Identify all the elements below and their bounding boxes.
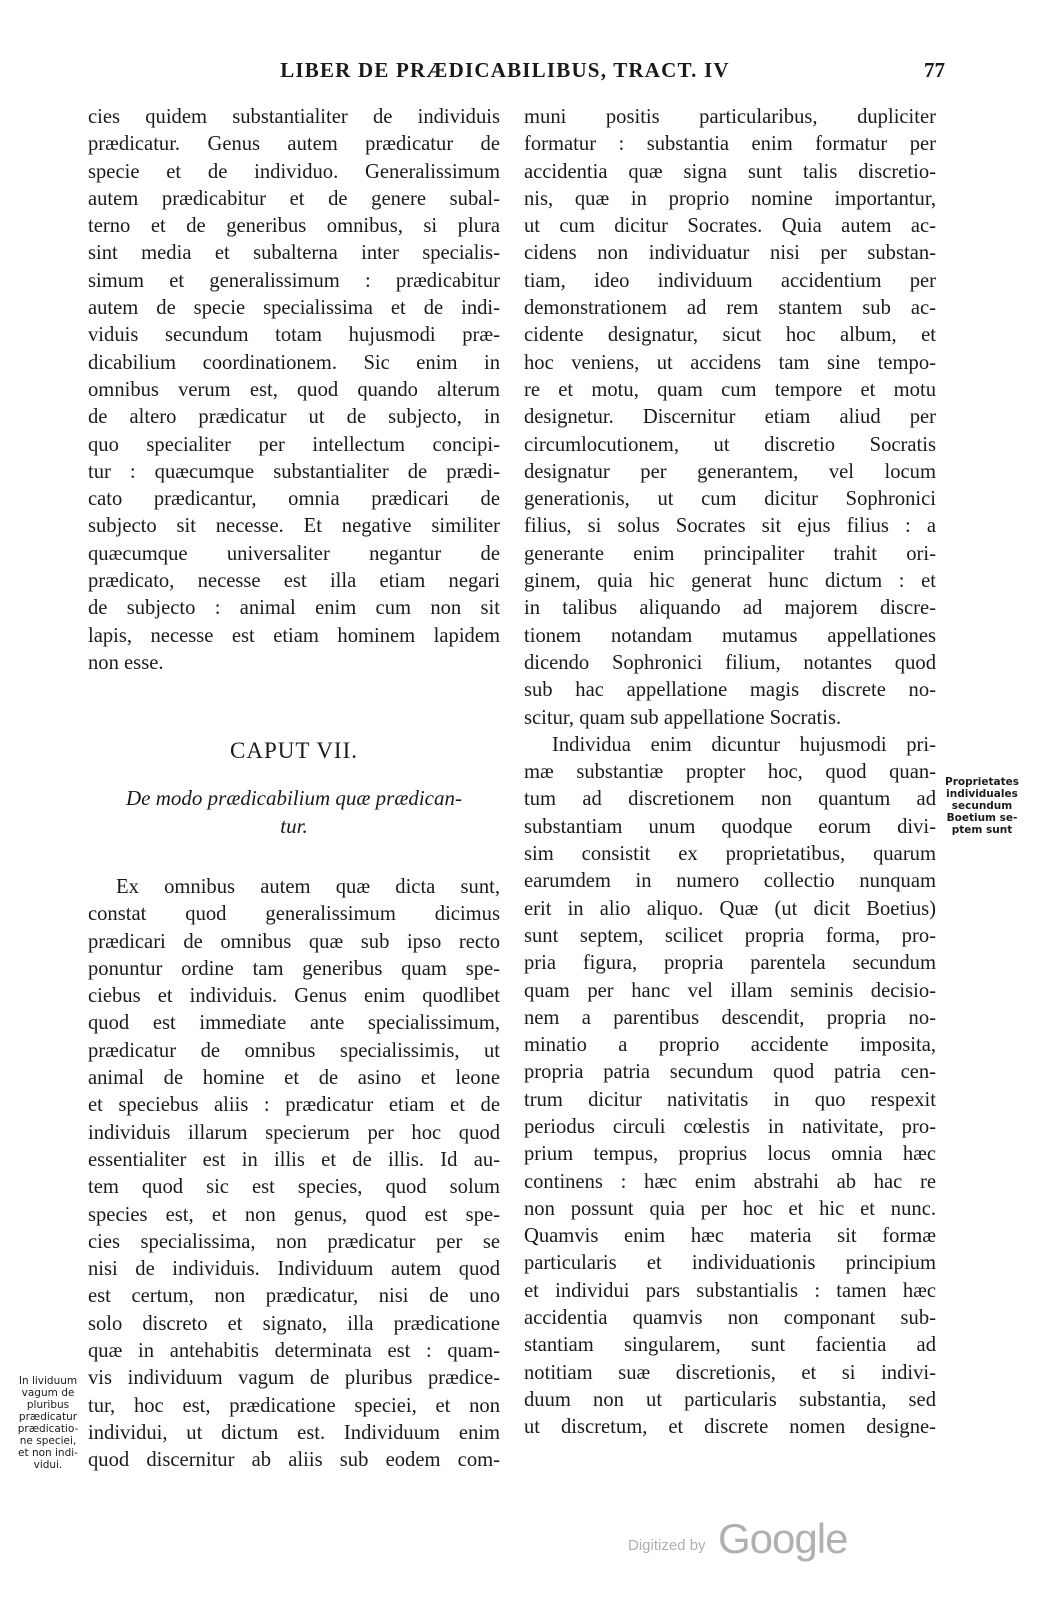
margin-note-line: vidui. bbox=[33, 1459, 63, 1471]
chapter-subtitle bbox=[88, 784, 500, 840]
text-line: quæcumque universaliter negantur de bbox=[88, 542, 500, 565]
text-line: simum et generalissimum : prædicabitur bbox=[88, 269, 500, 292]
left-column-top bbox=[88, 104, 500, 677]
text-line: cies specialissima, non prædicatur per se bbox=[88, 1230, 500, 1253]
text-line: autem prædicabitur et de genere subal- bbox=[88, 187, 500, 210]
text-line: dicendo Sophronici filium, notantes quod bbox=[524, 651, 936, 674]
text-line: vis individuum vagum de pluribus prædice- bbox=[88, 1367, 500, 1390]
text-line: designatur per generantem, vel locum bbox=[524, 460, 936, 483]
text-line: quam per hanc vel illam seminis decisio- bbox=[524, 979, 936, 1002]
text-line: Quamvis enim hæc materia sit formæ bbox=[524, 1225, 936, 1248]
text-line: quod discernitur ab aliis sub eodem com- bbox=[88, 1449, 500, 1472]
text-line: generante enim principaliter trahit ori- bbox=[524, 542, 936, 565]
text-line: Ex omnibus autem quæ dicta sunt, bbox=[116, 876, 500, 898]
text-line: prædicatur de omnibus specialissimis, ut bbox=[88, 1039, 500, 1062]
text-line: sunt septem, scilicet propria forma, pro- bbox=[524, 924, 936, 947]
text-line: quod est immediate ante specialissimum, bbox=[88, 1012, 500, 1035]
text-line: ponuntur ordine tam generibus quam spe- bbox=[88, 957, 500, 980]
text-line: duum non ut particularis substantia, sed bbox=[524, 1388, 936, 1411]
text-line: cato prædicantur, omnia prædicari de bbox=[88, 488, 500, 511]
margin-note-line: ptem sunt bbox=[951, 824, 1013, 836]
text-line: ginem, quia hic generat hunc dictum : et bbox=[524, 570, 936, 593]
text-line: nem a parentibus descendit, propria no- bbox=[524, 1006, 936, 1029]
margin-note-line: ne speciei, bbox=[19, 1435, 77, 1447]
text-line: periodus circuli cœlestis in nativitate, pro- bbox=[524, 1115, 936, 1138]
text-line: tur, hoc est, prædicatione speciei, et non bbox=[88, 1394, 500, 1417]
text-line: Individua enim dicuntur hujusmodi pri- bbox=[552, 733, 936, 756]
text-line: in talibus aliquando ad majorem discre- bbox=[524, 597, 936, 620]
text-line: trum dicitur nativitatis in quo respexit bbox=[524, 1088, 936, 1111]
text-line: solo discreto et signato, illa prædicatione bbox=[88, 1312, 500, 1335]
text-line: ut discretum, et discrete nomen designe- bbox=[524, 1416, 936, 1439]
text-line: cies quidem substantialiter de individuis bbox=[88, 106, 500, 128]
text-line: individuis illarum specierum per hoc quod bbox=[88, 1121, 500, 1144]
digitized-watermark bbox=[628, 1515, 888, 1565]
text-line: re et motu, quam cum tempore et motu bbox=[524, 378, 936, 401]
text-line: designetur. Discernitur etiam aliud per bbox=[524, 406, 936, 429]
text-line: scitur, quam sub appellatione Socratis. bbox=[524, 706, 842, 729]
text-line: prædicari de omnibus quæ sub ipso recto bbox=[88, 930, 500, 953]
text-line: tum ad discretionem non quantum ad bbox=[524, 788, 936, 811]
text-line: sub hac appellatione magis discrete no- bbox=[524, 679, 936, 702]
google-logo: Google bbox=[718, 1515, 848, 1562]
text-line: earumdem in numero collectio nunquam bbox=[524, 870, 936, 893]
margin-note-line: Proprietates bbox=[945, 776, 1019, 788]
text-line: et individui pars substantialis : tamen hæc bbox=[524, 1279, 936, 1302]
margin-note-line: vagum de bbox=[21, 1387, 75, 1399]
text-line: tem quod sic est species, quod solum bbox=[88, 1176, 500, 1199]
right-column bbox=[524, 104, 936, 1442]
margin-note-line: Boetium se- bbox=[946, 812, 1018, 824]
text-line: nis, quæ in proprio nomine importantur, bbox=[524, 187, 936, 210]
text-line: individui, ut dictum est. Individuum enim bbox=[88, 1421, 500, 1444]
text-line: mæ substantiæ propter hoc, quod quan- bbox=[524, 761, 936, 784]
text-line: cidens non individuatur nisi per substan- bbox=[524, 242, 936, 265]
text-line: subjecto sit necesse. Et negative similiter bbox=[88, 515, 500, 538]
text-line: omnibus verum est, quod quando alterum bbox=[88, 378, 500, 401]
text-line: propria patria secundum quod patria cen- bbox=[524, 1061, 936, 1084]
text-line: cidente designatur, sicut hoc album, et bbox=[524, 324, 936, 347]
text-line: tur : quæcumque substantialiter de prædi- bbox=[88, 460, 500, 483]
text-line: non esse. bbox=[88, 651, 164, 674]
margin-note-right bbox=[942, 776, 1022, 836]
margin-note-line: prædicatio- bbox=[17, 1423, 79, 1435]
text-line: pria figura, propria parentela secundum bbox=[524, 952, 936, 975]
text-line: quæ in antehabitis determinata est : quam- bbox=[88, 1340, 500, 1363]
left-column-bottom bbox=[88, 874, 500, 1475]
text-line: muni positis particularibus, dupliciter bbox=[524, 106, 936, 128]
text-line: essentialiter est in illis et de illis. Id au- bbox=[88, 1148, 500, 1171]
text-line: generationis, ut cum dicitur Sophronici bbox=[524, 488, 936, 511]
text-line: quo specialiter per intellectum concipi- bbox=[88, 433, 500, 456]
text-line: autem de specie specialissima et de indi- bbox=[88, 297, 500, 320]
text-line: circumlocutionem, ut discretio Socratis bbox=[524, 433, 936, 456]
text-line: prium tempus, proprius locus omnia hæc bbox=[524, 1143, 936, 1166]
page-number: 77 bbox=[924, 58, 945, 82]
text-line: formatur : substantia enim formatur per bbox=[524, 133, 936, 156]
text-line: sint media et subalterna inter specialis- bbox=[88, 242, 500, 265]
text-line: nisi de individuis. Individuum autem quod bbox=[88, 1258, 500, 1281]
text-line: hoc veniens, ut accidens tam sine tempo- bbox=[524, 351, 936, 374]
text-line: accidentia quæ signa sunt talis discretio- bbox=[524, 160, 936, 183]
text-line: continens : hæc enim abstrahi ab hac re bbox=[524, 1170, 936, 1193]
text-line: minatio a proprio accidente imposita, bbox=[524, 1034, 936, 1057]
text-line: de subjecto : animal enim cum non sit bbox=[88, 597, 500, 620]
margin-note-line: et non indi- bbox=[18, 1447, 78, 1459]
text-line: stantiam singularem, sunt facientia ad bbox=[524, 1334, 936, 1357]
text-line: constat quod generalissimum dicimus bbox=[88, 903, 500, 926]
chapter-subtitle-line2: tur. bbox=[280, 814, 308, 838]
text-line: accidentia quamvis non componant sub- bbox=[524, 1307, 936, 1330]
text-line: notitiam suæ discretionis, et si indivi- bbox=[524, 1361, 936, 1384]
text-line: substantiam unum quodque eorum divi- bbox=[524, 815, 936, 838]
text-line: terno et de generibus omnibus, si plura bbox=[88, 215, 500, 238]
text-line: tiam, ideo individuum accidentium per bbox=[524, 269, 936, 292]
text-line: ciebus et individuis. Genus enim quodlibet bbox=[88, 985, 500, 1008]
chapter-subtitle-line1: De modo prædicabilium quæ prædican- bbox=[126, 786, 462, 810]
margin-note-line: secundum bbox=[951, 800, 1013, 812]
text-line: species est, et non genus, quod est spe- bbox=[88, 1203, 500, 1226]
running-head: LIBER DE PRÆDICABILIBUS, TRACT. IV bbox=[280, 58, 730, 82]
text-line: est certum, non prædicatur, nisi de uno bbox=[88, 1285, 500, 1308]
margin-note-line: prædicatur bbox=[18, 1411, 78, 1423]
margin-note-line: individuales bbox=[946, 788, 1018, 800]
text-line: et speciebus aliis : prædicatur etiam et de bbox=[88, 1094, 500, 1117]
text-line: lapis, necesse est etiam hominem lapidem bbox=[88, 624, 500, 647]
margin-note-line: In lividuum bbox=[18, 1375, 78, 1387]
text-line: particularis et individuationis principium bbox=[524, 1252, 936, 1275]
text-line: viduis secundum totam hujusmodi præ- bbox=[88, 324, 500, 347]
text-line: de altero prædicatur ut de subjecto, in bbox=[88, 406, 500, 429]
text-line: prædicato, necesse est illa etiam negari bbox=[88, 570, 500, 593]
text-line: prædicatur. Genus autem prædicatur de bbox=[88, 133, 500, 156]
text-line: erit in alio aliquo. Quæ (ut dicit Boetius) bbox=[524, 897, 936, 920]
watermark-prefix: Digitized by bbox=[628, 1537, 706, 1554]
text-line: tionem notandam mutamus appellationes bbox=[524, 624, 936, 647]
text-line: filius, si solus Socrates sit ejus filius : a bbox=[524, 515, 936, 538]
text-line: non possunt quia per hoc et hic et nunc. bbox=[524, 1197, 936, 1220]
margin-note-left bbox=[12, 1375, 84, 1471]
text-line: specie et de individuo. Generalissimum bbox=[88, 160, 500, 183]
text-line: ut cum dicitur Socrates. Quia autem ac- bbox=[524, 215, 936, 238]
text-line: dicabilium coordinationem. Sic enim in bbox=[88, 351, 500, 374]
text-line: sim consistit ex proprietatibus, quarum bbox=[524, 843, 936, 866]
text-line: animal de homine et de asino et leone bbox=[88, 1067, 500, 1090]
text-line: demonstrationem ad rem stantem sub ac- bbox=[524, 297, 936, 320]
margin-note-line: pluribus bbox=[26, 1399, 70, 1411]
chapter-title: CAPUT VII. bbox=[230, 738, 358, 763]
